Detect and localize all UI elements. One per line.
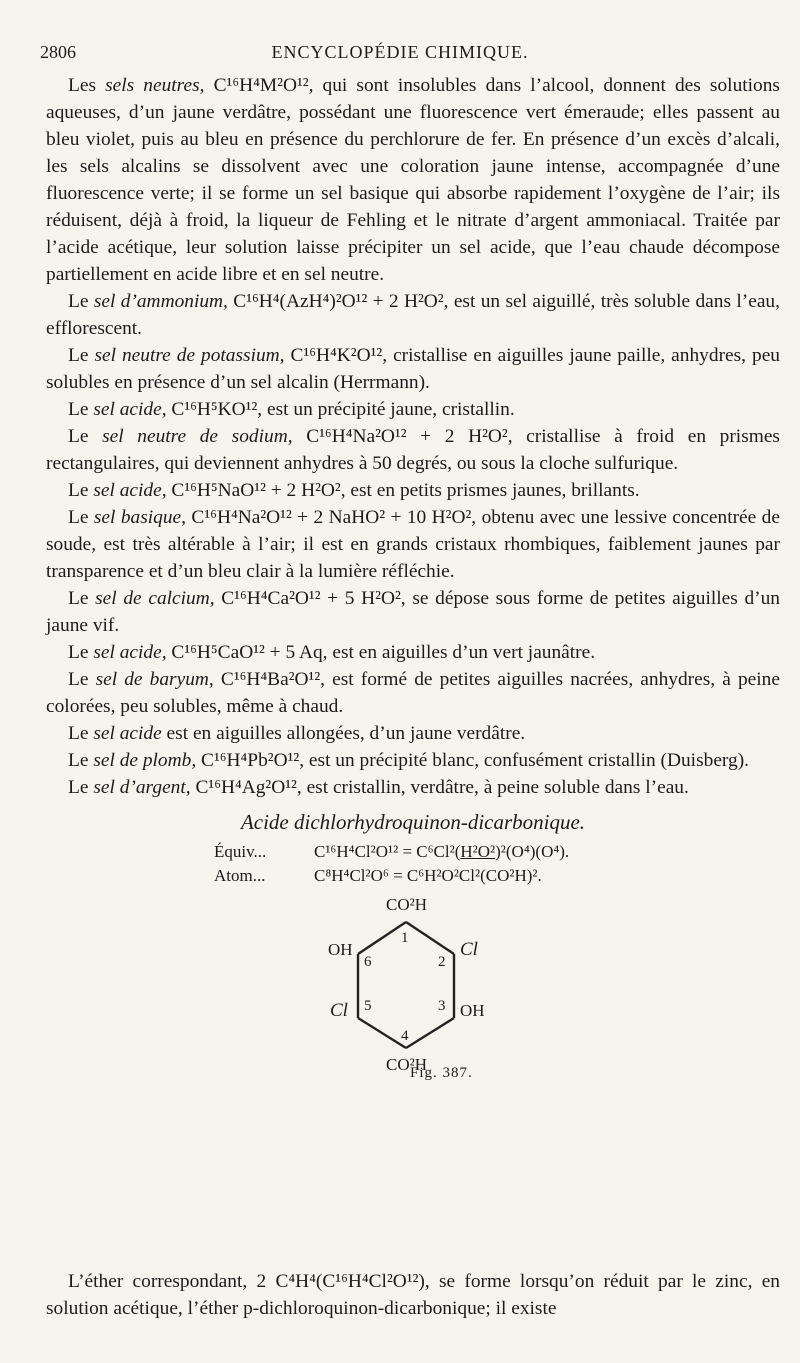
paragraph: Le sel acide, C¹⁶H⁵CaO¹² + 5 Aq, est en aiguilles d’un vert jaunâtre. bbox=[68, 642, 596, 663]
bottom-text bbox=[46, 1268, 780, 1322]
structure-figure bbox=[46, 892, 780, 1082]
paragraph: Le sel de calcium, C¹⁶H⁴Ca²O¹² + 5 H²O², se dépose sous forme de petites aiguilles d’un jaune vif. bbox=[46, 588, 780, 636]
ring-number: 3 bbox=[438, 998, 446, 1014]
paragraph: Le sel neutre de sodium, C¹⁶H⁴Na²O¹² + 2 H²O², cristallise à froid en prismes rectangulaires, qui deviennent anhydres à 50 degrés, ou sous la cloche sulfurique. bbox=[46, 426, 780, 474]
paragraph: Le sel de baryum, C¹⁶H⁴Ba²O¹², est formé de petites aiguilles nacrées, anhydres, à peine colorées, peu solubles, même à chaud. bbox=[46, 669, 780, 717]
top-group-label: CO²H bbox=[386, 895, 427, 914]
running-title: ENCYCLOPÉDIE CHIMIQUE. bbox=[271, 42, 529, 62]
ring-number: 1 bbox=[401, 930, 409, 946]
left-top-label: OH bbox=[328, 940, 353, 959]
ring-number: 6 bbox=[364, 954, 372, 970]
left-bottom-label: Cl bbox=[330, 1000, 348, 1021]
equiv-formula: Équiv... C¹⁶H⁴Cl²O¹² = C⁶Cl²(H²O²)²(O⁴)(O⁴). bbox=[214, 842, 570, 861]
paragraph: Les sels neutres, C¹⁶H⁴M²O¹², qui sont insolubles dans l’alcool, donnent des solutions aqueuses, d’un jaune verdâtre, possédant une fluorescence vert émeraude; elles passent au bleu violet, puis au bleu en présence du perchlorure de fer. En présence d’un excès d’alcali, les sels alcalins se dissolvent avec une coloration jaune intense, accompagnée d’une fluorescence verte; il se forme un sel basique qui absorbe rapidement l’oxygène de l’air; ils réduisent, déjà à froid, la liqueur de Fehling et le nitrate d’argent ammoniacal. Traitée par l’acide acétique, leur solution laisse précipiter un sel acide, que l’eau chaude décompose partiellement en acide libre et en sel neutre. bbox=[46, 75, 780, 285]
page-header bbox=[40, 42, 760, 66]
paragraph: Le sel neutre de potassium, C¹⁶H⁴K²O¹², cristallise en aiguilles jaune paille, anhydres, peu solubles en présence d’un sel alcalin (Herrmann). bbox=[46, 345, 781, 393]
ring-number: 2 bbox=[438, 954, 446, 970]
paragraph: Le sel d’ammonium, C¹⁶H⁴(AzH⁴)²O¹² + 2 H²O², est un sel aiguillé, très soluble dans l’eau, efflorescent. bbox=[46, 291, 780, 339]
paragraph: Le sel basique, C¹⁶H⁴Na²O¹² + 2 NaHO² + 10 H²O², obtenu avec une lessive concentrée de soude, est très altérable à l’air; il est en grands cristaux rhombiques, faiblement jaunes par transparence et d’un bleu clair à la lumière réfléchie. bbox=[46, 507, 780, 582]
page-number: 2806 bbox=[40, 42, 76, 62]
paragraph: Le sel acide est en aiguilles allongées, d’un jaune verdâtre. bbox=[68, 723, 526, 744]
section-title: Acide dichlorhydroquinon-dicarbonique. bbox=[240, 810, 586, 834]
figure-caption: Fig. 387. bbox=[410, 1065, 473, 1081]
atom-formula: Atom... C⁸H⁴Cl²O⁶ = C⁶H²O²Cl²(CO²H)². bbox=[214, 866, 542, 885]
right-top-label: Cl bbox=[460, 939, 478, 960]
paragraph: Le sel de plomb, C¹⁶H⁴Pb²O¹², est un précipité blanc, confusément cristallin (Duisberg). bbox=[68, 750, 750, 771]
paragraph: L’éther correspondant, 2 C⁴H⁴(C¹⁶H⁴Cl²O¹²), se forme lorsqu’on réduit par le zinc, en solution acétique, l’éther p-dichloroquinon-dicarbonique; il existe bbox=[46, 1271, 780, 1319]
paragraph: Le sel d’argent, C¹⁶H⁴Ag²O¹², est cristallin, verdâtre, à peine soluble dans l’eau. bbox=[68, 777, 689, 798]
right-bottom-label: OH bbox=[460, 1001, 485, 1020]
body-text bbox=[46, 72, 780, 1082]
ring-number: 4 bbox=[401, 1028, 409, 1044]
paragraph: Le sel acide, C¹⁶H⁵KO¹², est un précipité jaune, cristallin. bbox=[68, 399, 515, 420]
bottom-group-label: CO²H bbox=[386, 1055, 427, 1074]
paragraph: Le sel acide, C¹⁶H⁵NaO¹² + 2 H²O², est en petits prismes jaunes, brillants. bbox=[68, 480, 640, 501]
benzene-ring-diagram bbox=[46, 892, 780, 1082]
ring-number: 5 bbox=[364, 998, 372, 1014]
